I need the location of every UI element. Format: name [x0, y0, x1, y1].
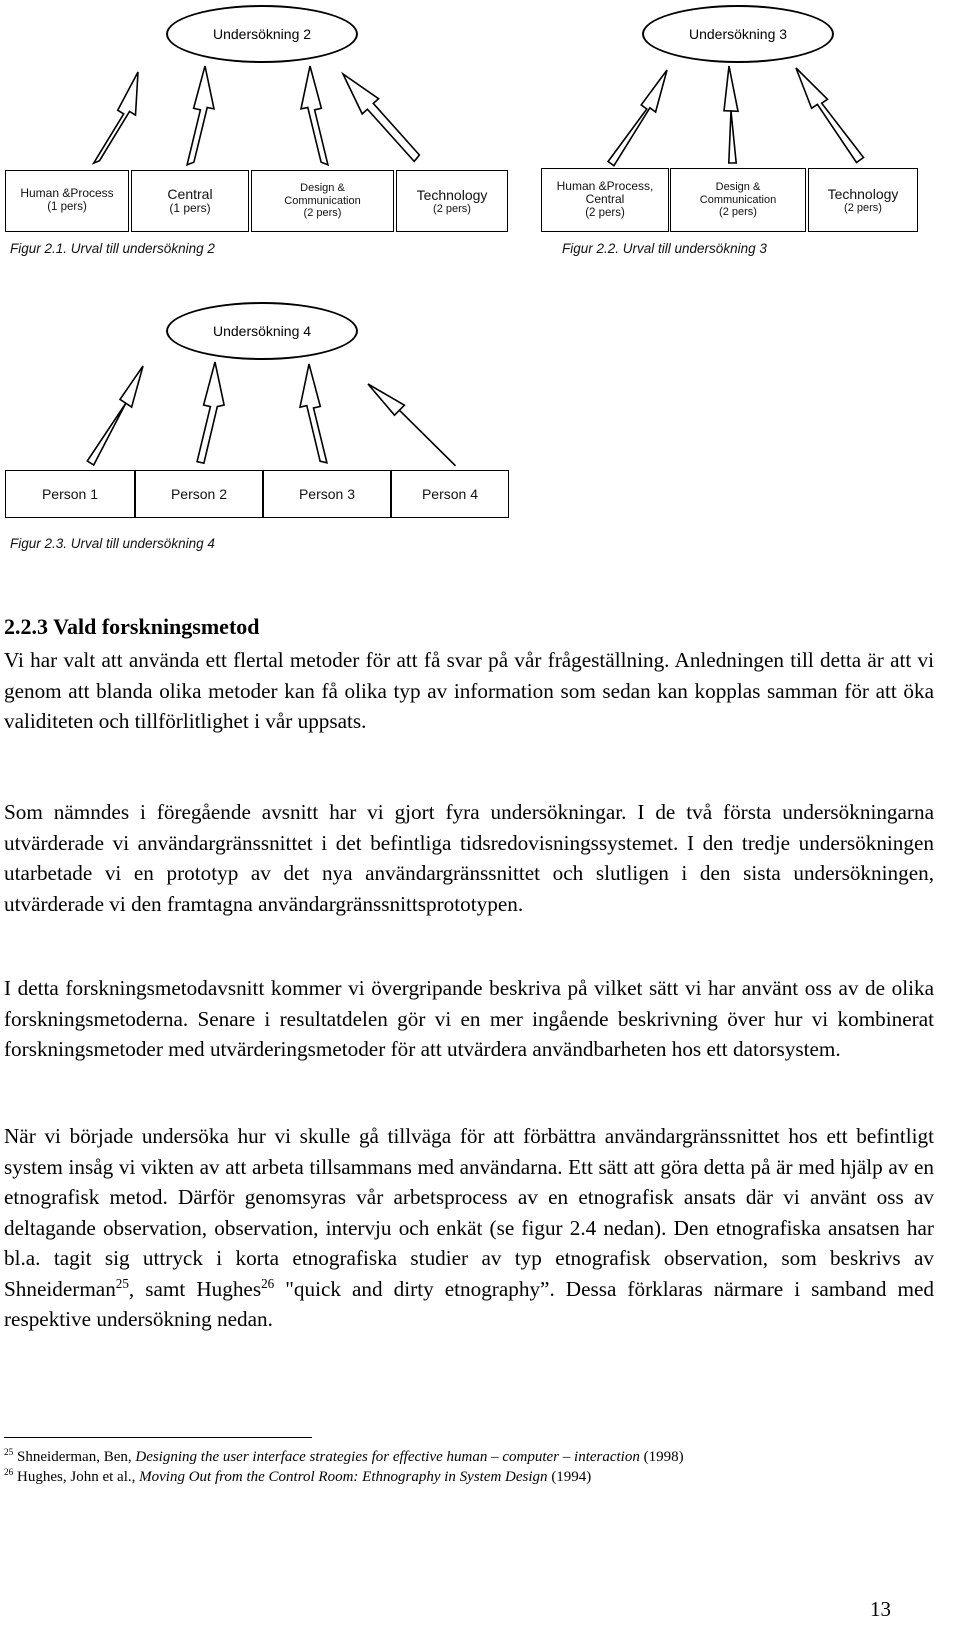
footnote-year: (1994): [547, 1469, 592, 1485]
person-box: [263, 470, 391, 518]
section-heading: 2.2.3 Vald forskningsmetod: [4, 614, 260, 639]
footnote-author: Shneiderman, Ben,: [17, 1449, 136, 1465]
group-name: Technology: [827, 185, 899, 202]
group-name: Design & Communication: [699, 181, 777, 206]
person-box: [5, 470, 135, 518]
group-box: [808, 168, 918, 232]
group-name: Central: [167, 186, 213, 203]
group-box: [670, 168, 806, 232]
arrow-icon: [724, 66, 738, 163]
group-count: (1 pers): [47, 201, 87, 214]
target-oval-undersokning-2: [166, 5, 358, 63]
group-box: [251, 170, 394, 232]
target-label: Undersökning 3: [688, 26, 788, 42]
arrow-icon: [796, 68, 864, 163]
arrow-icon: [187, 66, 214, 165]
person-box: [391, 470, 509, 518]
footnote: [4, 1469, 591, 1486]
group-name: Design & Communication: [284, 182, 361, 207]
figure-caption: Figur 2.2. Urval till undersökning 3: [562, 241, 767, 256]
paragraph-text: "quick and dirty etnography”. Dessa förklaras närmare i samband med respektive undersökning nedan.: [4, 1276, 934, 1331]
paragraph-text: När vi började undersöka hur vi skulle gå tillväga för att förbättra användargränssnittet hos ett befintligt system insåg vi vikten av att arbeta tillsammans med användarna. Ett sätt att göra detta på är med hjälp av en etnografisk metod. Därför genomsyras vår arbetsprocess av en etnografisk ansats där vi använt oss av deltagande observation, observation, intervju och enkät (se figur 2.4 nedan). Den etnografiska ansatsen har bl.a. tagit sig uttryck i korta etnografiska studier av typ etnografisk observation, som beskrivs av Shneiderman: [4, 1124, 934, 1301]
footnote-author: Hughes, John et al.,: [17, 1469, 140, 1485]
paragraph: Vi har valt att använda ett flertal metoder för att få svar på vår frågeställning. Anledningen till detta är att vi genom att blanda olika metoder kan få olika typ av information som sedan kan kopplas samman för att öka validiteten och tillförlitlighet i vår uppsats.: [4, 648, 934, 733]
footnote-ref[interactable]: 25: [115, 1275, 129, 1291]
group-box: [131, 170, 249, 232]
footnote-title: Designing the user interface strategies for effective human – computer – interaction: [135, 1449, 640, 1465]
target-oval-undersokning-3: [642, 5, 834, 63]
group-box: [541, 168, 669, 232]
figure-caption: Figur 2.1. Urval till undersökning 2: [10, 241, 215, 256]
person-box: [135, 470, 263, 518]
person-label: Person 2: [170, 485, 228, 502]
arrow-icon: [343, 74, 419, 161]
group-box: [396, 170, 508, 232]
arrow-icon: [368, 384, 456, 466]
target-oval-undersokning-4: [166, 302, 358, 360]
person-label: Person 4: [421, 485, 479, 502]
group-box: [5, 170, 129, 232]
group-count: (2 pers): [303, 207, 342, 220]
footnote-divider: [4, 1437, 312, 1438]
arrow-icon: [301, 66, 328, 165]
footnote-year: (1998): [639, 1449, 684, 1465]
footnote: [4, 1449, 684, 1466]
group-count: (2 pers): [433, 202, 471, 215]
page-number: 13: [870, 1597, 891, 1621]
group-count: (2 pers): [719, 206, 757, 219]
target-label: Undersökning 2: [212, 26, 312, 42]
paragraph-text: , samt Hughes: [128, 1276, 262, 1301]
group-name: Human &Process, Central: [556, 178, 654, 207]
arrow-icon: [300, 364, 327, 463]
person-label: Person 3: [298, 485, 356, 502]
paragraph: Som nämndes i föregående avsnitt har vi gjort fyra undersökningar. I de två första undersökningarna utvärderade vi användargränssnittet i det befintliga tidsredovisningssystemet. I den tredje undersökningen utarbetade vi en prototyp av det nya användargränssnittet och slutligen i den sista undersökningen, utvärderade vi den framtagna användargränssnittsprototypen.: [4, 800, 934, 916]
arrow-icon: [608, 70, 667, 166]
group-count: (2 pers): [844, 201, 882, 214]
arrow-icon: [197, 362, 224, 463]
group-name: Technology: [416, 186, 488, 203]
group-count: (2 pers): [585, 207, 625, 220]
footnote-number: 26: [4, 1468, 14, 1478]
group-count: (1 pers): [169, 201, 211, 216]
arrow-icon: [94, 72, 138, 163]
footnote-title: Moving Out from the Control Room: Ethnography in System Design: [139, 1469, 548, 1485]
figure-caption: Figur 2.3. Urval till undersökning 4: [10, 536, 215, 551]
group-name: Human &Process: [20, 186, 114, 201]
footnote-number: 25: [4, 1448, 14, 1458]
footnote-ref[interactable]: 26: [261, 1275, 275, 1291]
paragraph: [4, 1121, 934, 1335]
target-label: Undersökning 4: [212, 323, 312, 339]
paragraph: I detta forskningsmetodavsnitt kommer vi övergripande beskriva på vilket sätt vi har använt oss av de olika forskningsmetoderna. Senare i resultatdelen gör vi en mer ingående beskrivning över hur vi kombinerat forskningsmetoder med utvärderingsmetoder för att utvärdera användbarheten hos ett datorsystem.: [4, 976, 934, 1061]
arrow-icon: [87, 366, 143, 465]
person-label: Person 1: [41, 485, 99, 502]
